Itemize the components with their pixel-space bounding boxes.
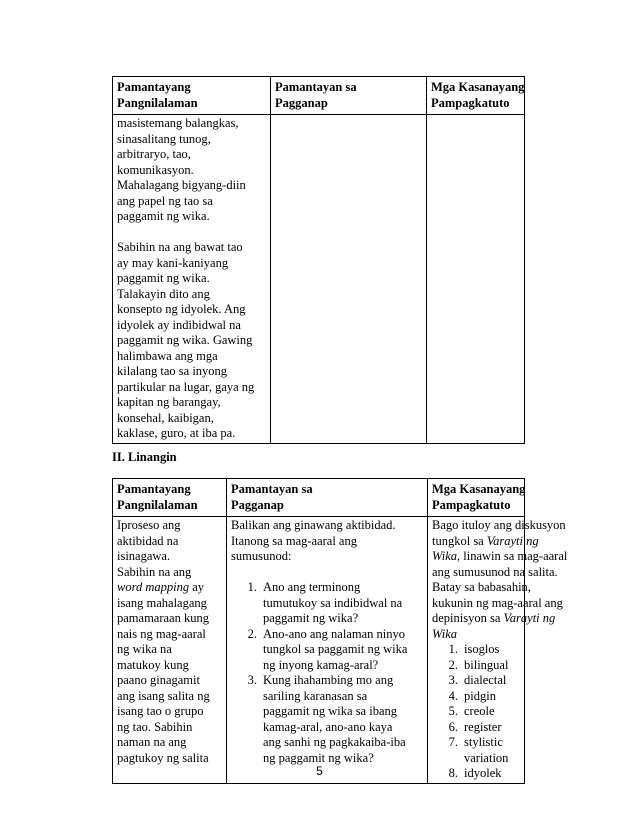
cell-line (117, 580, 222, 596)
cell-line: komunikasyon. (117, 162, 194, 177)
italic-term: Wika, (432, 549, 461, 563)
header-content-standard (113, 479, 227, 517)
cell-line: aktibidad na (117, 533, 179, 548)
cell-line: naman na ang (117, 735, 187, 749)
cell-line: kukunin ng mag-aaral ang (432, 595, 563, 610)
list-item (432, 735, 520, 766)
list-item (432, 673, 520, 689)
question-text (263, 580, 402, 627)
cell-line: sariling karanasan sa (263, 688, 368, 703)
cell-line: masistemang balangkas, (117, 116, 239, 130)
header-content-standard (113, 77, 271, 115)
cell-line: pamamaraan kung (117, 611, 209, 625)
cell-line (432, 549, 568, 565)
list-number: 4. (448, 688, 458, 703)
header-line: Mga Kasanayang (432, 482, 526, 496)
question-item (231, 627, 423, 674)
cell-line: paggamit ng wika. (117, 209, 210, 223)
cell-line (432, 533, 539, 550)
text-span: linawin sa mag-aaral (460, 549, 568, 563)
cell-line: Mahalagang bigyang-diin (117, 178, 246, 192)
list-number: 2. (247, 626, 257, 641)
list-text: creole (464, 704, 495, 718)
list-text: bilingual (464, 657, 509, 672)
header-line: Pamantayang (117, 482, 191, 496)
header-line: Pagganap (231, 497, 284, 512)
cell-line: nais ng mag-aaral (117, 626, 206, 641)
cell-line: paggamit ng wika? (263, 611, 359, 625)
cell-line: ay may kani-kaniyang (117, 255, 229, 270)
cell-line: paggamit ng wika. (117, 271, 210, 285)
cell-line: kaklase, guro, at iba pa. (117, 426, 236, 440)
text-span: ay (189, 580, 205, 594)
table-row (113, 517, 525, 784)
header-learning-competencies (427, 77, 525, 115)
cell-line: kamag-aral, ano-ano kaya (263, 719, 393, 734)
italic-term: word mapping (117, 580, 190, 594)
cell-line: ng wika na (117, 642, 172, 656)
question-item (231, 673, 423, 766)
list-item (432, 642, 520, 658)
list-number: 5. (448, 704, 458, 718)
italic-term: Wika (432, 626, 457, 641)
cell-line: ang sanhi ng pagkakaiba-iba (263, 735, 406, 749)
header-line: Pampagkatuto (431, 95, 510, 110)
cell-line (432, 611, 556, 627)
cell-line: Bago ituloy ang diskusyon (432, 518, 566, 532)
list-text: stylistic variation (464, 735, 509, 765)
list-number: 1. (448, 642, 458, 656)
cell-line: ang papel ng tao sa (117, 193, 213, 208)
cell-line: ang isang salita ng (117, 688, 210, 703)
paragraph-gap (231, 565, 423, 581)
cell-line: konsehal, kaibigan, (117, 410, 214, 425)
list-number: 8. (448, 766, 458, 780)
cell-line: kapitan ng barangay, (117, 395, 221, 409)
learning-competencies-cell (427, 115, 525, 444)
italic-term: Varayti ng (486, 533, 539, 548)
cell-line: tumutukoy sa indibidwal na (263, 595, 403, 610)
content-standard-cell (113, 517, 227, 784)
cell-line: ng paggamit ng wika? (263, 750, 374, 765)
cell-line: partikular na lugar, gaya ng (117, 379, 255, 394)
header-learning-competencies (428, 479, 525, 517)
content-standard-cell (113, 115, 271, 444)
cell-line: Iproseso ang (117, 518, 181, 532)
header-line: Mga Kasanayang (431, 80, 525, 94)
cell-line: isang tao o grupo (117, 704, 204, 718)
question-text (263, 627, 407, 674)
cell-line: idyolek ay indibidwal na (117, 317, 241, 332)
cell-line: sumusunod: (231, 549, 292, 563)
header-line: Pamantayang (117, 80, 191, 94)
list-item (432, 704, 520, 720)
text-span: tungkol sa (432, 533, 487, 548)
cell-line: kilalang tao sa inyong (117, 364, 228, 378)
header-line: Pangnilalaman (117, 95, 198, 110)
list-text: pidgin (464, 688, 496, 703)
cell-line: Talakayin dito ang (117, 286, 210, 301)
cell-line: Ano-ano ang nalaman ninyo (263, 626, 405, 641)
cell-line: Sabihin na ang bawat tao (117, 240, 243, 254)
performance-standard-cell (227, 517, 428, 784)
cell-line (432, 627, 520, 643)
cell-line: paggamit ng wika sa ibang (263, 704, 397, 718)
header-performance-standard (227, 479, 428, 517)
cell-line: paano ginagamit (117, 673, 200, 687)
cell-line: ng tao. Sabihin (117, 719, 193, 734)
question-text (263, 673, 406, 766)
standards-table-1 (112, 76, 525, 444)
table-row (113, 115, 525, 444)
cell-line: isang mahalagang (117, 595, 207, 610)
performance-standard-cell (271, 115, 427, 444)
standards-table-2 (112, 478, 568, 784)
list-text: register (464, 719, 502, 734)
question-item (231, 580, 423, 627)
header-line: Pangnilalaman (117, 497, 198, 512)
cell-line: pagtukoy ng salita (117, 750, 209, 765)
list-item (432, 658, 520, 674)
table-header-row (113, 77, 525, 115)
cell-line: tungkol sa paggamit ng wika (263, 642, 408, 656)
list-number: 1. (247, 580, 257, 594)
list-number: 7. (448, 735, 458, 749)
cell-line: paggamit ng wika. Gawing (117, 333, 253, 347)
cell-line: isinagawa. (117, 549, 171, 563)
list-text: isoglos (464, 642, 500, 656)
list-text: idyolek (464, 766, 502, 780)
list-number: 6. (448, 719, 458, 734)
cell-line: sinasalitang tunog, (117, 131, 211, 146)
terms-list (432, 642, 520, 782)
page-number: 5 (316, 764, 323, 778)
header-line: Pampagkatuto (432, 497, 511, 512)
header-line: Pamantayan sa (231, 482, 313, 496)
cell-line: Kung ihahambing mo ang (263, 673, 394, 687)
list-item (432, 689, 520, 705)
header-performance-standard (271, 77, 427, 115)
list-number: 3. (448, 673, 458, 687)
cell-line: halimbawa ang mga (117, 348, 218, 363)
cell-line: Itanong sa mag-aaral ang (231, 533, 357, 548)
cell-line: Sabihin na ang (117, 564, 192, 579)
cell-line: ng inyong kamag-aral? (263, 657, 379, 672)
header-line: Pagganap (275, 95, 328, 110)
cell-line: konsepto ng idyolek. Ang (117, 302, 246, 316)
cell-line: Batay sa babasahin, (432, 580, 531, 594)
table-header-row (113, 479, 525, 517)
cell-line: ang sumusunod na salita. (432, 564, 558, 579)
cell-line: Balikan ang ginawang aktibidad. (231, 518, 396, 532)
learning-competencies-cell (428, 517, 568, 784)
list-number: 3. (247, 673, 257, 687)
cell-line: Ano ang terminong (263, 580, 361, 594)
list-item (432, 720, 520, 736)
section-title: II. Linangin (112, 450, 177, 464)
cell-line: arbitraryo, tao, (117, 147, 191, 161)
header-line: Pamantayan sa (275, 80, 357, 94)
list-number: 2. (448, 657, 458, 672)
list-text: dialectal (464, 673, 507, 687)
cell-line: matukoy kung (117, 657, 189, 672)
text-span: depinisyon sa (432, 611, 504, 625)
italic-term: Varayti ng (503, 611, 556, 625)
paragraph-gap (117, 225, 266, 241)
